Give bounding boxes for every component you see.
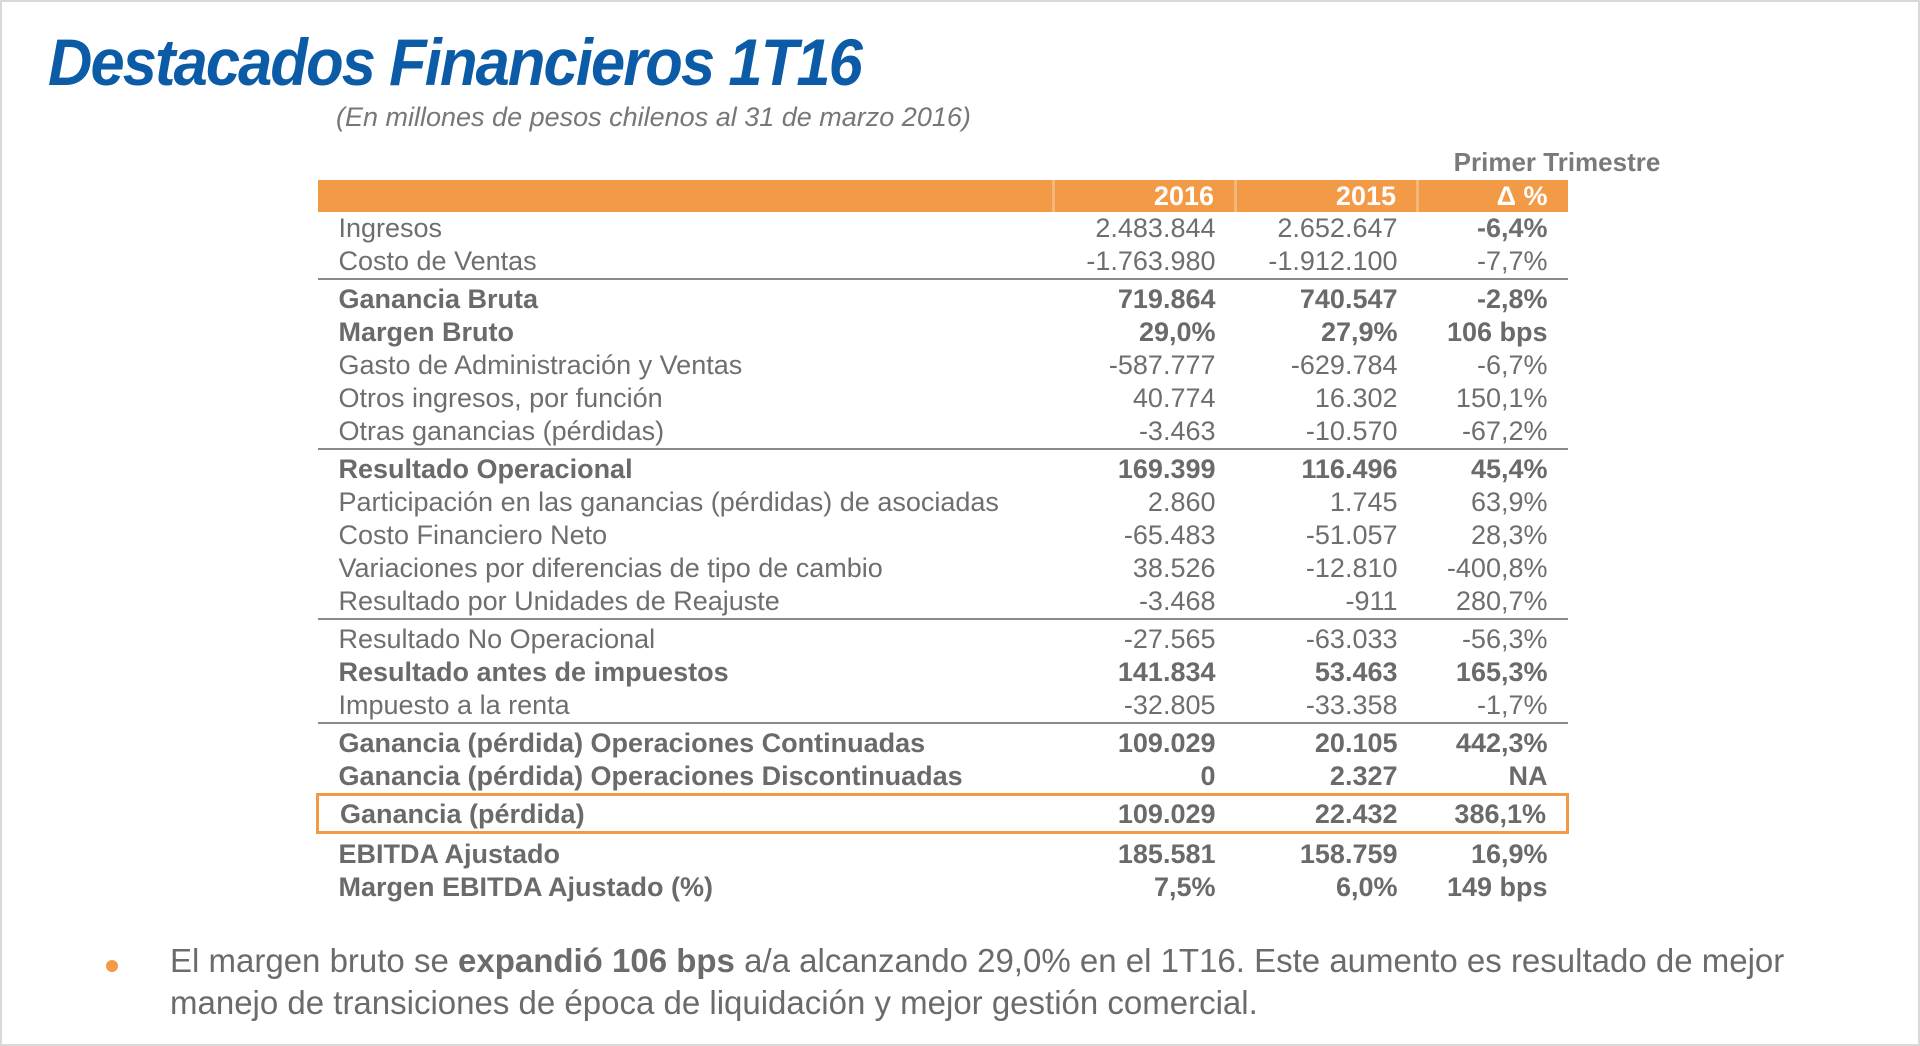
value-delta: 386,1% [1418,795,1568,833]
column-header-label [318,180,1054,212]
row-label: Resultado Operacional [318,449,1054,486]
table-row [318,619,1568,656]
value-2016: 109.029 [1054,723,1236,760]
row-label: Resultado antes de impuestos [338,657,729,687]
value-2016: -32.805 [1123,690,1216,720]
value-2015: 158.759 [1299,839,1398,869]
value-delta: 280,7% [1455,586,1548,616]
value-2016: 38.526 [1132,553,1216,583]
value-delta: 150,1% [1455,383,1548,413]
value-2016: 185.581 [1117,839,1216,869]
page-subtitle: (En millones de pesos chilenos al 31 de marzo 2016) [336,102,971,132]
group-header: Primer Trimestre [1453,147,1661,177]
table-row [318,245,1568,279]
value-delta: 165,3% [1455,657,1548,687]
value-2015: 16.302 [1314,383,1398,413]
bullet-text-part-2: a/a alcanzando 29,0% en el 1T16. Este aumento es resultado de mejor manejo de transiciones de época de liquidación y mejor gestión comercial. [170,942,1785,1021]
table-row [318,382,1568,415]
table-row [318,449,1568,486]
row-label: Ganancia Bruta [318,279,1054,316]
row-label: Ganancia (pérdida) Operaciones Discontinuadas [338,761,963,791]
value-delta: -67,2% [1461,416,1548,446]
value-2015: 27,9% [1320,317,1398,347]
table-row [318,723,1568,760]
column-header-2016: 2016 [1054,180,1236,212]
value-delta: NA [1508,761,1548,791]
value-2015: 22.432 [1236,795,1418,833]
value-2016: 40.774 [1132,383,1216,413]
value-2016: -27.565 [1054,619,1236,656]
value-2016: 109.029 [1054,795,1236,833]
table-row [318,656,1568,689]
value-2016: 169.399 [1054,449,1236,486]
value-2015: 6,0% [1335,872,1398,902]
value-2015: -63.033 [1236,619,1418,656]
value-2016: 141.834 [1117,657,1216,687]
value-2016: 2.483.844 [1095,213,1216,243]
row-label: Gasto de Administración y Ventas [338,350,743,380]
value-2015: 740.547 [1236,279,1418,316]
bullet-text-bold: expandió 106 bps [457,942,735,979]
value-2015: 53.463 [1314,657,1398,687]
value-2015: -12.810 [1305,553,1398,583]
bullet-text-part-1: El margen bruto se [170,942,458,979]
table-row [318,760,1568,795]
value-2015: 116.496 [1236,449,1418,486]
table-row [318,279,1568,316]
value-2015: -10.570 [1305,416,1398,446]
row-label: Margen Bruto [338,317,514,347]
value-delta: -400,8% [1446,553,1548,583]
value-delta: -6,4% [1476,213,1548,243]
row-label: Variaciones por diferencias de tipo de cambio [338,553,883,583]
value-delta: 45,4% [1418,449,1568,486]
table-row [318,585,1568,619]
bullet-text [170,940,1870,1024]
row-label: Participación en las ganancias (pérdidas) de asociadas [338,487,999,517]
value-2016: 719.864 [1054,279,1236,316]
value-2015: -33.358 [1305,690,1398,720]
value-2015: 2.327 [1329,761,1398,791]
value-delta: 149 bps [1446,872,1548,902]
value-2016: -65.483 [1123,520,1216,550]
value-delta: -2,8% [1418,279,1568,316]
value-2015: 20.105 [1236,723,1418,760]
row-label: Ganancia (pérdida) [318,795,1054,833]
table-row [318,871,1568,904]
value-2015: -1.912.100 [1268,246,1398,276]
value-delta: 63,9% [1470,487,1548,517]
table-row [318,349,1568,382]
row-label: Costo de Ventas [338,246,537,276]
row-label: Resultado No Operacional [318,619,1054,656]
value-2016: 29,0% [1138,317,1216,347]
value-delta: 16,9% [1470,839,1548,869]
row-label: Margen EBITDA Ajustado (%) [338,872,714,902]
row-label: Otros ingresos, por función [338,383,663,413]
row-label: Impuesto a la renta [338,690,570,720]
value-2016: 2.860 [1147,487,1216,517]
value-2015: -629.784 [1290,350,1398,380]
table-row [318,415,1568,449]
value-delta: -1,7% [1476,690,1548,720]
value-delta: 106 bps [1446,317,1548,347]
row-label: EBITDA Ajustado [338,839,560,869]
row-label: Resultado por Unidades de Reajuste [338,586,780,616]
value-2016: -1.763.980 [1086,246,1216,276]
table-row [318,486,1568,519]
value-2015: 2.652.647 [1277,213,1398,243]
column-header-2015: 2015 [1236,180,1418,212]
table-header-row [318,180,1568,212]
value-2016: -3.468 [1138,586,1216,616]
row-label: Ingresos [338,213,443,243]
row-label: Costo Financiero Neto [338,520,608,550]
row-label: Ganancia (pérdida) Operaciones Continuadas [318,723,1054,760]
table-row [318,316,1568,349]
value-delta: -7,7% [1476,246,1548,276]
bullet-dot-icon [106,960,118,972]
value-2015: -911 [1345,586,1398,616]
value-delta: 442,3% [1418,723,1568,760]
table-row [318,552,1568,585]
row-label: Otras ganancias (pérdidas) [338,416,665,446]
value-2016: -3.463 [1138,416,1216,446]
value-2016: -587.777 [1108,350,1216,380]
financial-table [316,180,1569,904]
value-2015: 1.745 [1329,487,1398,517]
highlighted-total-row [318,795,1568,833]
table-row [318,212,1568,245]
table-row [318,519,1568,552]
column-header-delta: Δ % [1418,180,1568,212]
value-2016: 7,5% [1153,872,1216,902]
value-delta: 28,3% [1470,520,1548,550]
value-delta: -6,7% [1476,350,1548,380]
table-row [318,689,1568,723]
table-row [318,833,1568,872]
value-delta: -56,3% [1418,619,1568,656]
value-2016: 0 [1200,761,1216,791]
value-2015: -51.057 [1305,520,1398,550]
page-title: Destacados Financieros 1T16 [48,25,861,99]
